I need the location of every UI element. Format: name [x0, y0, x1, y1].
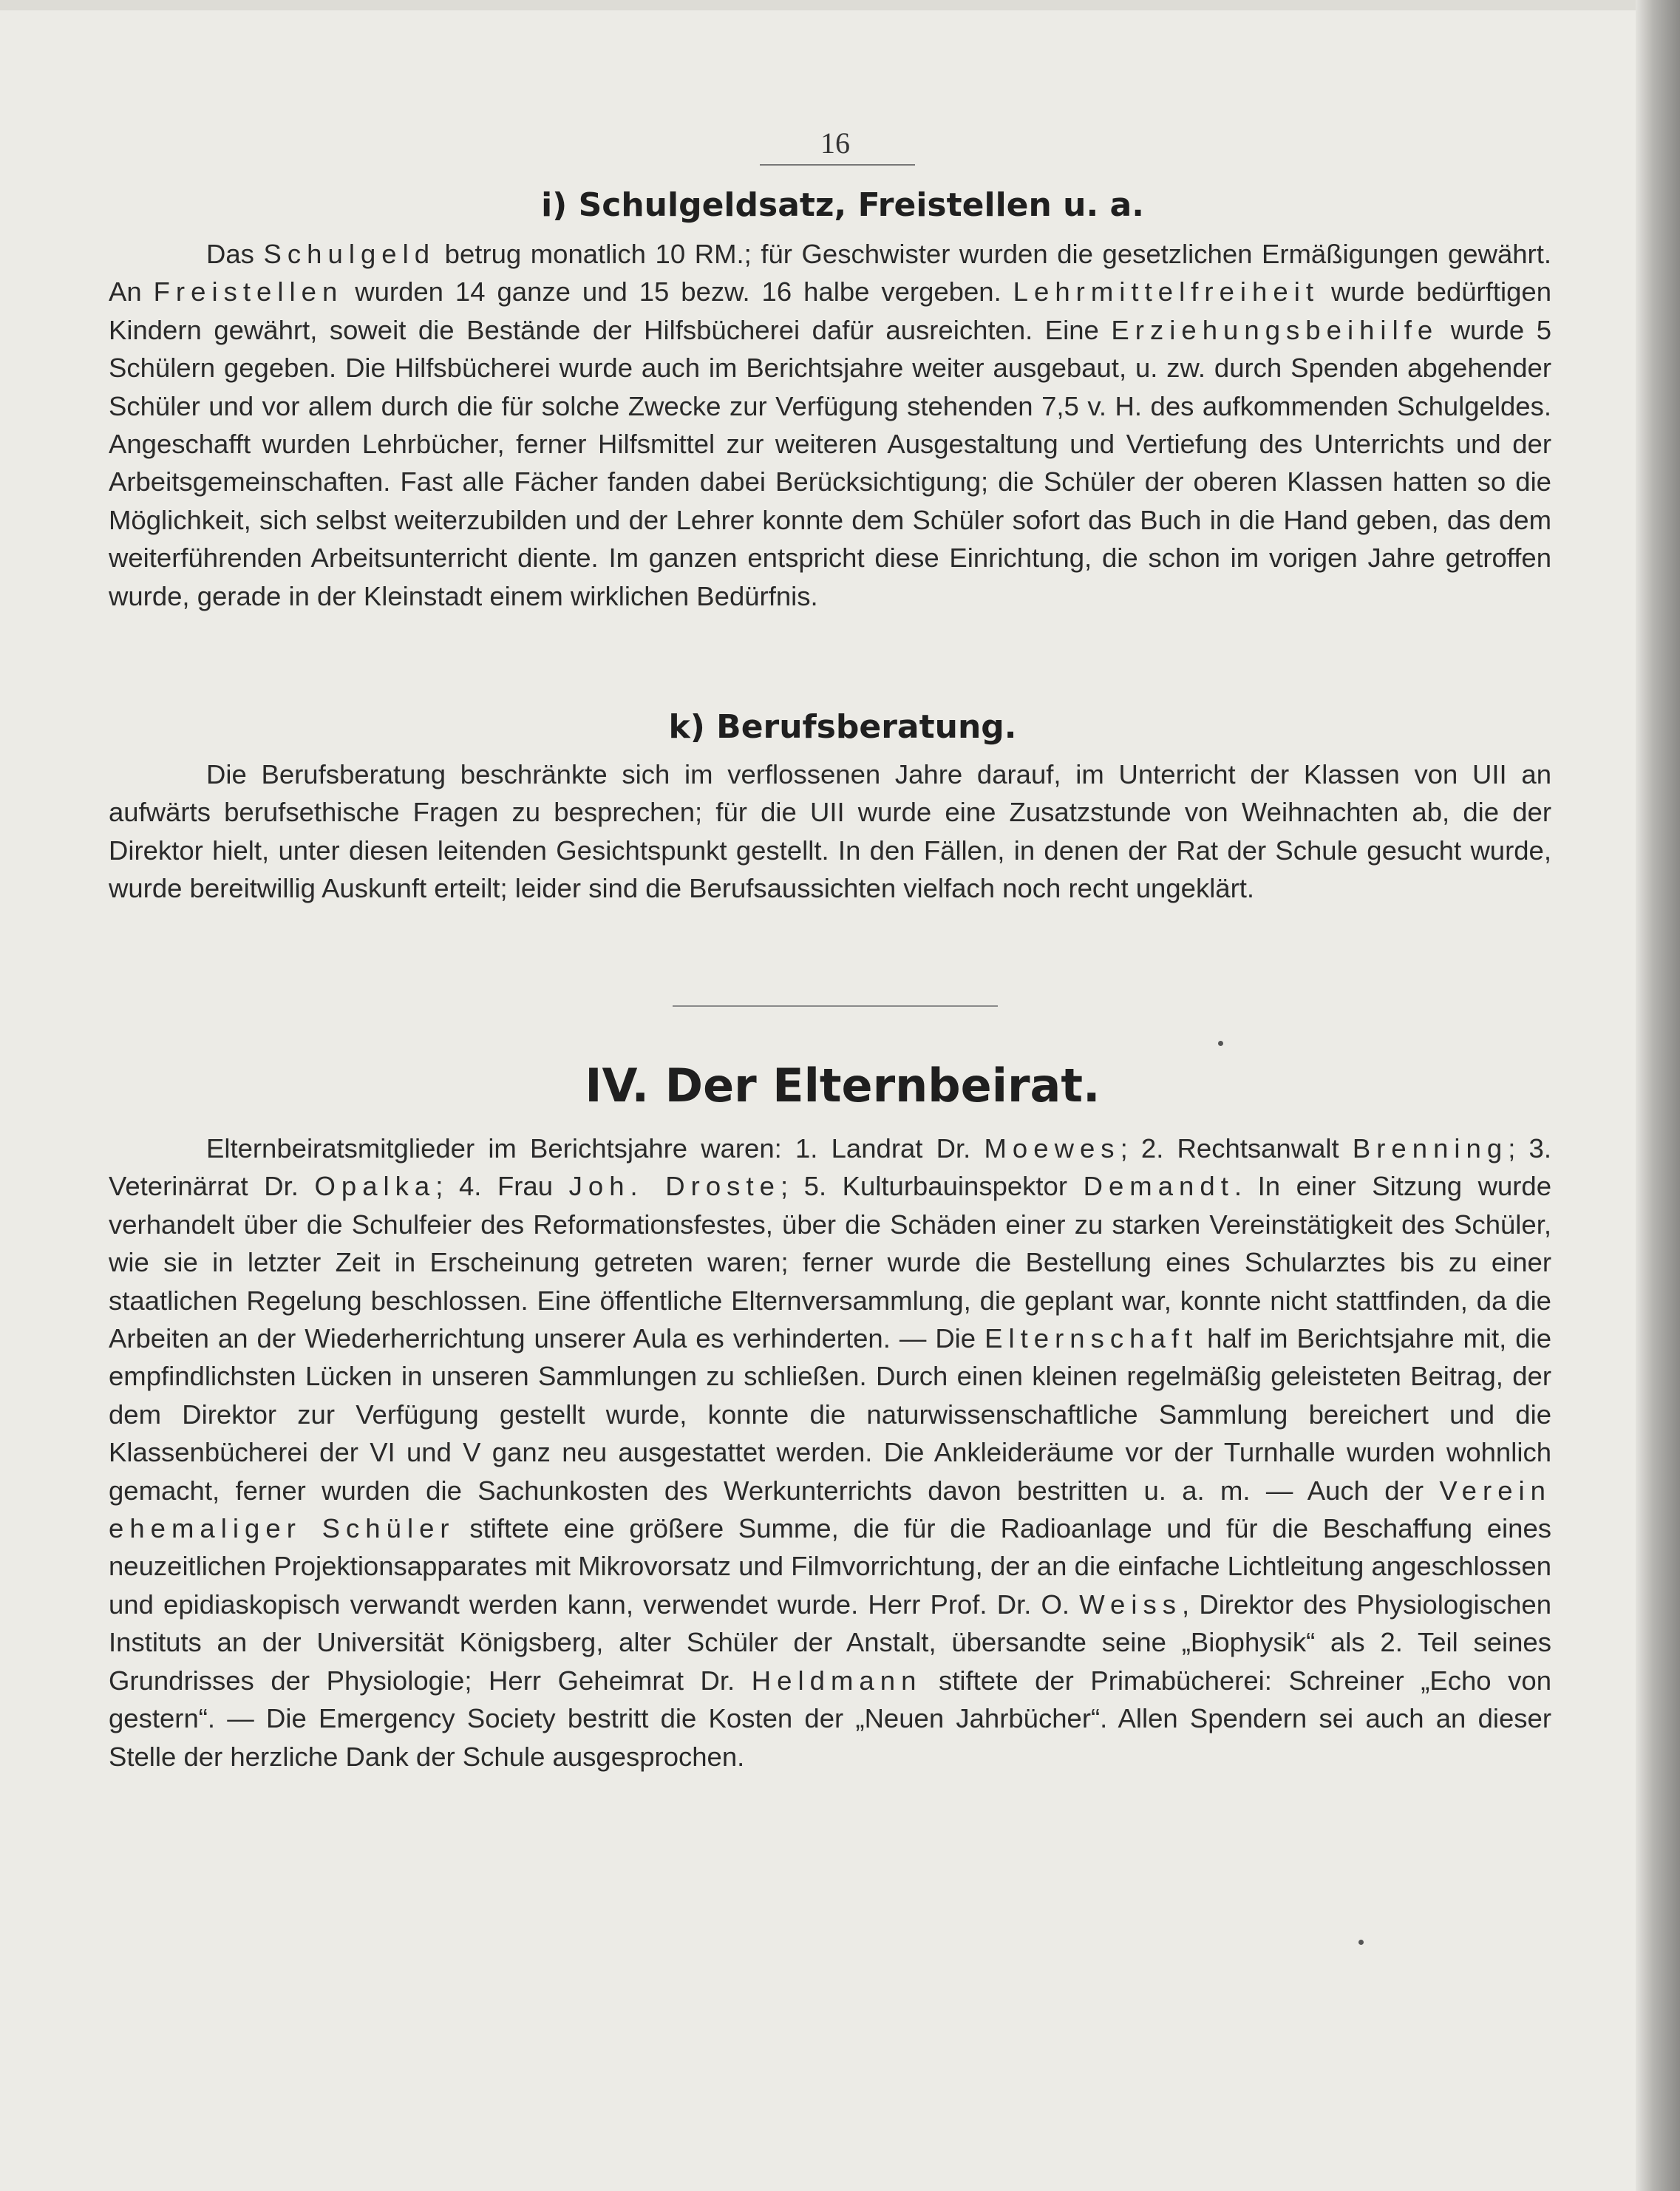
spaced-term-schulgeld: Schulgeld: [263, 239, 436, 269]
text-run: ; 5. Kulturbauinspektor: [780, 1171, 1084, 1202]
spaced-name-weiss: Weiss: [1079, 1589, 1183, 1620]
stray-ink-dot: [1358, 1940, 1364, 1945]
text-run: wurden 14 ganze und 15 bezw. 16 halbe vergeben.: [343, 276, 1013, 308]
section-heading-schulgeld: i) Schulgeldsatz, Freistellen u. a.: [541, 186, 1144, 224]
text-run: Das: [206, 239, 264, 269]
paragraph-berufsberatung: [109, 755, 1551, 908]
text-run: stiftete eine größere Summe, die für die Radioanlage und für die Beschaffung eines neuzeitlichen Projektionsapparates mit Mikrovorsatz und Filmvorrichtung, der an die einfache Lichtleitung angeschlossen und epidiaskopisch verwandt werden kann, verwendet wurde. Herr Prof. Dr. O.: [109, 1513, 1551, 1620]
text-run: ; 3. Veterinärrat Dr.: [109, 1133, 1551, 1202]
text-run: stiftete der Primabücherei: Schreiner „Echo von gestern“. — Die Emergency Society bestritt die Kosten der „Neuen Jahrbücher“. Allen Spendern sei auch an dieser Stelle der herzliche Dank der Schule ausgesprochen.: [109, 1665, 1551, 1772]
page-number-rule: [760, 164, 915, 166]
spaced-name-heldmann: Heldmann: [751, 1665, 922, 1696]
text-run: ; 2. Rechtsanwalt: [1120, 1133, 1353, 1164]
text-run: half im Berichtsjahre mit, die empfindlichsten Lücken in unseren Sammlungen zu schließen. Durch einen kleinen regelmäßig geleisteten Beitrag, der dem Direktor zur Verfügung gestellt wurde, konnte die naturwissenschaftliche Sammlung bereichert und die Klassenbücherei der VI und V ganz neu ausgestattet werden. Die Ankleideräume vor der Turnhalle wurden wohnlich gemacht, ferner wurden die Sachunkosten des Werkunterrichts davon bestritten u. a. m. — Auch der: [109, 1323, 1551, 1506]
paragraph-elternbeirat: [109, 1130, 1551, 1776]
text-run: wurde 5 Schülern gegeben. Die Hilfsbücherei wurde auch im Berichtsjahre weiter ausgebaut, u. zw. durch Spenden abgehender Schüler und vor allem durch die für solche Zwecke zur Verfügung stehenden 7,5 v. H. des aufkommenden Schulgeldes. Angeschafft wurden Lehrbücher, ferner Hilfsmittel zur weiteren Ausgestaltung und Vertiefung des Unterrichts und der Arbeitsgemeinschaften. Fast alle Fächer fanden dabei Berücksichtigung; die Schüler der oberen Klassen hatten so die Möglichkeit, sich selbst weiterzubilden und der Lehrer konnte dem Schüler sofort das Buch in die Hand geben, das dem weiterführenden Arbeitsunterricht diente. Im ganzen entspricht diese Einrichtung, die schon im vorigen Jahre getroffen wurde, gerade in der Kleinstadt einem wirklichen Bedürfnis.: [109, 314, 1552, 611]
page-number: 16: [820, 126, 850, 160]
spaced-name-demandt: Demandt: [1083, 1171, 1234, 1202]
spaced-term-freistellen: Freistellen: [153, 276, 344, 308]
text-run: Die Berufsberatung beschränkte sich im verflossenen Jahre darauf, im Unterricht der Klassen von UII an aufwärts berufsethische Fragen zu besprechen; für die UII wurde eine Zusatzstunde von Weihnachten ab, die der Direktor hielt, unter diesen leitenden Gesichtspunkt gestellt. In den Fällen, in denen der Rat der Schule gesucht wurde, wurde bereitwillig Auskunft erteilt; leider sind die Berufsaussichten vielfach noch recht ungeklärt.: [109, 759, 1551, 904]
paragraph-schulgeld: [109, 235, 1551, 615]
spaced-term-verein: Verein ehemaliger Schüler: [109, 1475, 1551, 1544]
spaced-name-brenning: Brenning: [1352, 1133, 1509, 1164]
text-run: . In einer Sitzung wurde verhandelt über die Schulfeier des Reformationsfestes, über die Schäden einer zu starken Vereinstätigkeit des Schüler, wie sie in letzter Zeit in Erscheinung getreten waren; ferner wurde die Bestellung eines Schularztes bis zu einer staatlichen Regelung beschlossen. Eine öffentliche Elternversammlung, die geplant war, konnte nicht stattfinden, da die Arbeiten an der Wiederherrichtung unserer Aula es verhinderten. — Die: [109, 1171, 1552, 1354]
spaced-term-elternschaft: Elternschaft: [984, 1323, 1199, 1354]
text-run: Elternbeiratsmitglieder im Berichtsjahre waren: 1. Landrat Dr.: [206, 1133, 984, 1164]
spaced-name-moewes: Moewes: [984, 1133, 1120, 1164]
spaced-name-opalka: Opalka: [314, 1171, 436, 1202]
spaced-term-lehrmittelfreiheit: Lehrmittelfreiheit: [1013, 276, 1320, 308]
spaced-name-droste: Joh. Droste: [568, 1171, 781, 1202]
chapter-heading-elternbeirat: IV. Der Elternbeirat.: [585, 1059, 1101, 1113]
text-run: ; 4. Frau: [435, 1171, 569, 1202]
spaced-term-erziehungsbeihilfe: Erziehungsbeihilfe: [1111, 314, 1439, 345]
scan-top-edge: [0, 0, 1680, 10]
scan-right-edge: [1636, 0, 1680, 2191]
section-heading-berufsberatung: k) Berufsberatung.: [668, 708, 1017, 746]
stray-ink-dot: [1218, 1041, 1223, 1046]
text-run: , Direktor des Physiologischen Instituts an der Universität Königsberg, alter Schüler der Anstalt, übersandte seine „Biophysik“ als 2. Teil seines Grundrisses der Physiologie; Herr Geheimrat Dr.: [109, 1589, 1552, 1696]
section-divider: [673, 1005, 998, 1007]
text-run: wurde bedürftigen Kindern gewährt, soweit die Bestände der Hilfsbücherei dafür ausreichten. Eine: [109, 276, 1551, 345]
text-run: betrug monatlich 10 RM.; für Geschwister wurden die gesetzlichen Ermäßigungen gewährt. An: [109, 239, 1551, 308]
